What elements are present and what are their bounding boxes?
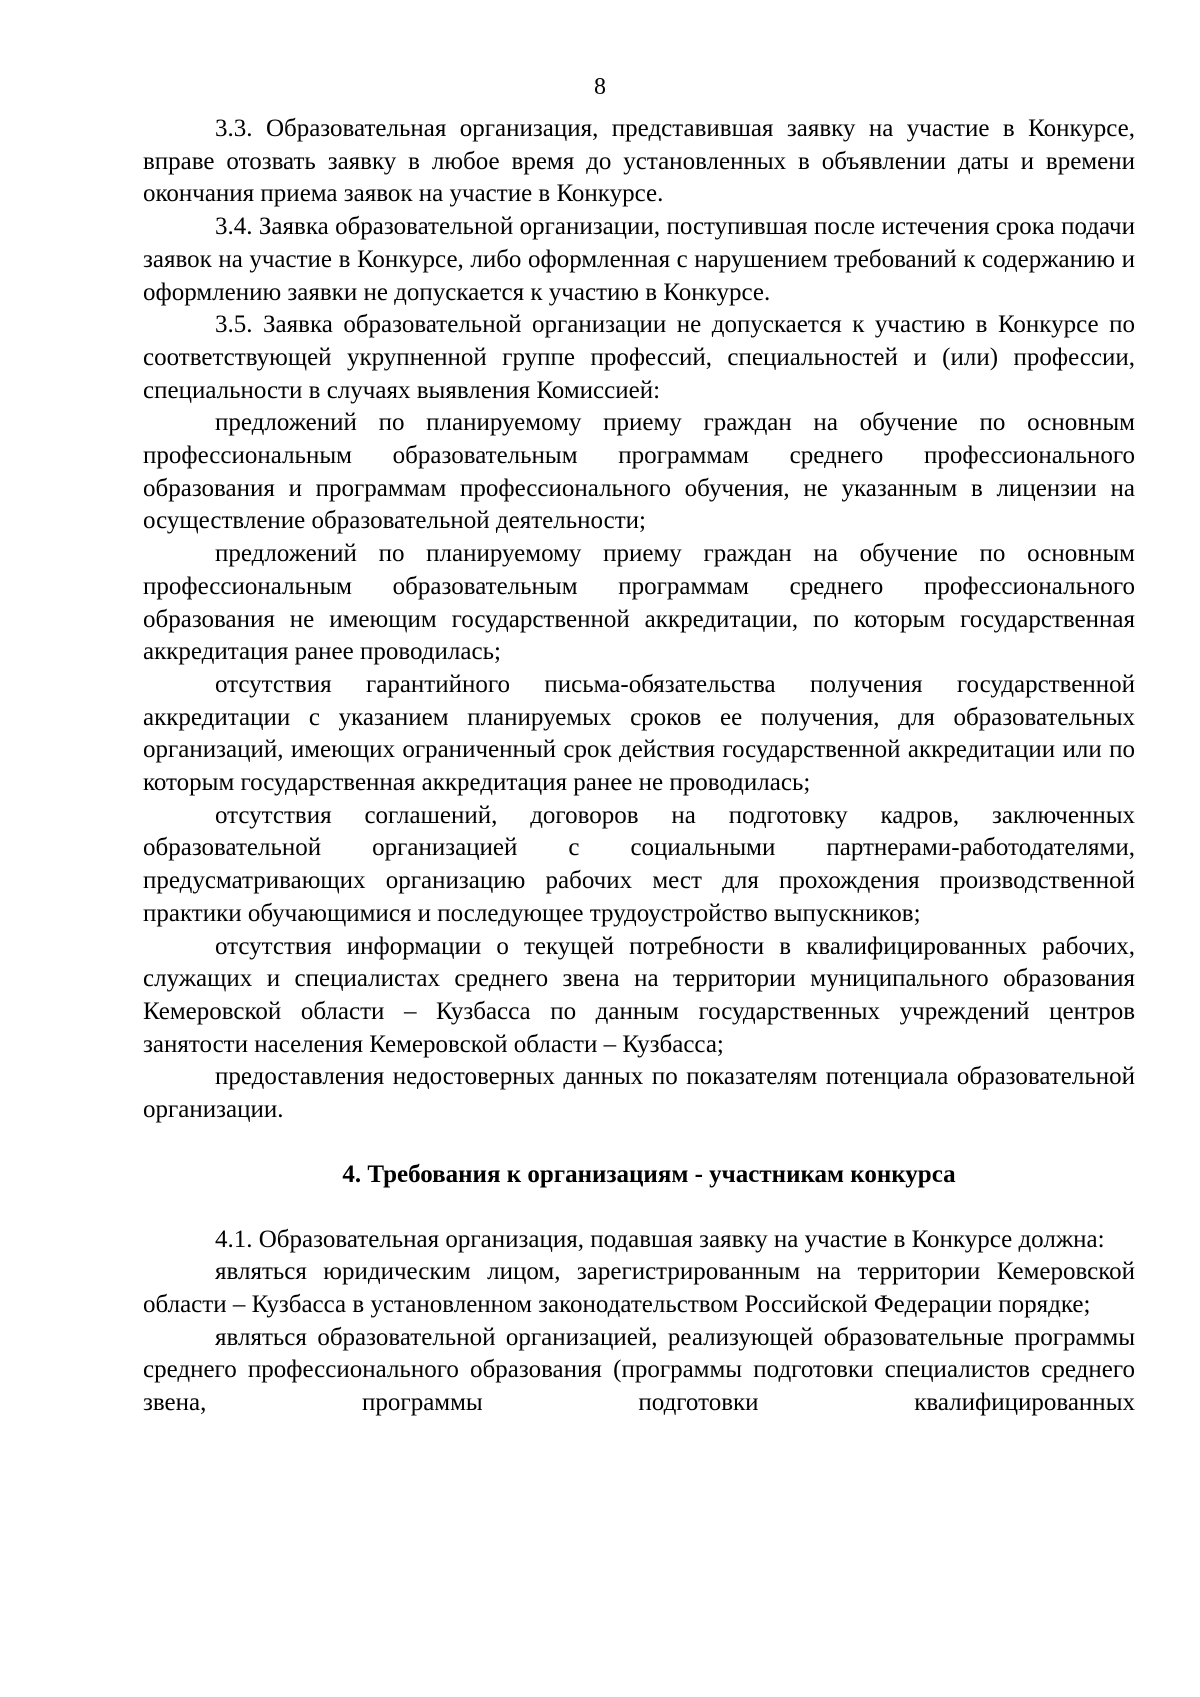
list-item-demand-info: отсутствия информации о текущей потребности в квалифицированных рабочих, служащих и специалистах среднего звена на территории муниципального образования Кемеровской области – Кузбасса по данным государственных учреждений центров занятости населения Кемеровской области – Кузбасса; <box>143 932 1135 1058</box>
list-item-license: предложений по планируемому приему граждан на обучение по основным профессиональным образовательным программам среднего профессионального образования и программам профессионального обучения, не указанным в лицензии на осуществление образовательной деятельности; <box>143 409 1135 535</box>
list-item-agreements: отсутствия соглашений, договоров на подготовку кадров, заключенных образовательной организацией с социальными партнерами-работодателями, предусматривающих организацию рабочих мест для прохождения производственной практики обучающимися и последующее трудоустройство выпускников; <box>143 801 1135 927</box>
paragraph-3-3: 3.3. Образовательная организация, представившая заявку на участие в Конкурсе, вправе отозвать заявку в любое время до установленных в объявлении даты и времени окончания приема заявок на участие в Конкурсе. <box>143 115 1135 208</box>
paragraph-3-5: 3.5. Заявка образовательной организации не допускается к участию в Конкурсе по соответствующей укрупненной группе профессий, специальностей и (или) профессии, специальности в случаях выявления Комиссией: <box>143 311 1135 404</box>
list-item-educational-org: являться образовательной организацией, реализующей образовательные программы среднего профессионального образования (программы подготовки специалистов среднего звена, программы подготовки квалифицированных <box>143 1323 1135 1417</box>
document-body <box>143 113 1135 1420</box>
page-number: 8 <box>594 74 606 100</box>
section-heading: 4. Требования к организациям - участникам конкурса <box>342 1160 956 1188</box>
list-item-guarantee-letter: отсутствия гарантийного письма-обязательства получения государственной аккредитации с указанием планируемых сроков ее получения, для образовательных организаций, имеющих ограниченный срок действия государственной аккредитации или по которым государственная аккредитация ранее не проводилась; <box>143 670 1135 797</box>
list-item-legal-entity: являться юридическим лицом, зарегистрированным на территории Кемеровской области – Кузбасса в установленном законодательством Российской Федерации порядке; <box>143 1258 1135 1318</box>
list-item-accreditation: предложений по планируемому приему граждан на обучение по основным профессиональным образовательным программам среднего профессионального образования не имеющим государственной аккредитации, по которым государственная аккредитация ранее проводилась; <box>143 540 1135 666</box>
list-item-unreliable-data: предоставления недостоверных данных по показателям потенциала образовательной организации. <box>143 1063 1135 1124</box>
paragraph-4-1: 4.1. Образовательная организация, подавшая заявку на участие в Конкурсе должна: <box>215 1225 1105 1253</box>
paragraph-3-4: 3.4. Заявка образовательной организации, поступившая после истечения срока подачи заявок на участие в Конкурсе, либо оформленная с нарушением требований к содержанию и оформлению заявки не допускается к участию в Конкурсе. <box>143 213 1135 306</box>
